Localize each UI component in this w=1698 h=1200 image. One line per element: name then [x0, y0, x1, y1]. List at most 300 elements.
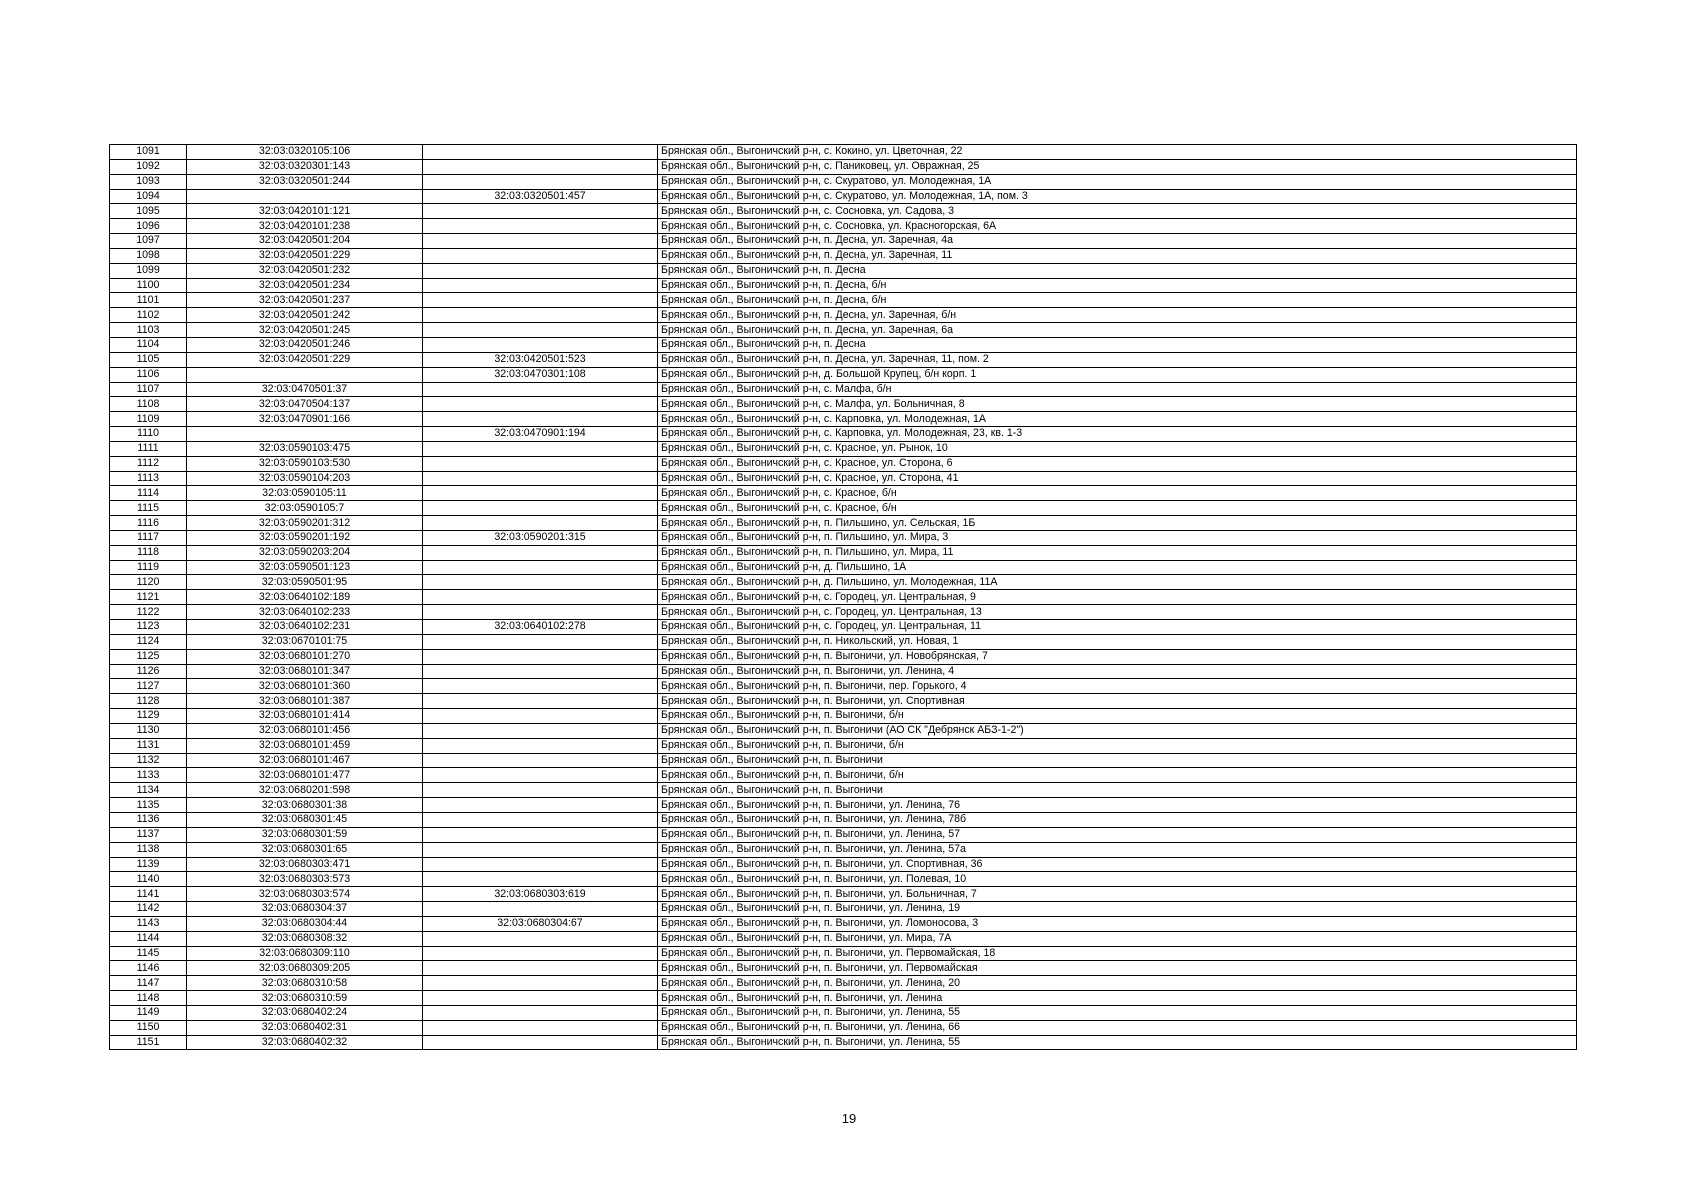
address-cell: Брянская обл., Выгоничский р-н, с. Карповка, ул. Молодежная, 23, кв. 1-3	[658, 427, 1577, 442]
cadastral-number-cell: 32:03:0680101:270	[187, 649, 423, 664]
sub-object-number-cell	[423, 1005, 658, 1020]
address-cell: Брянская обл., Выгоничский р-н, п. Выгоничи (АО СК "Дебрянск АБЗ-1-2")	[658, 723, 1577, 738]
row-number-cell: 1149	[110, 1005, 187, 1020]
address-cell: Брянская обл., Выгоничский р-н, п. Выгоничи, ул. Спортивная	[658, 694, 1577, 709]
address-cell: Брянская обл., Выгоничский р-н, п. Выгоничи	[658, 783, 1577, 798]
table-row	[110, 753, 1577, 768]
address-cell: Брянская обл., Выгоничский р-н, п. Выгоничи, ул. Первомайская, 18	[658, 946, 1577, 961]
table-row	[110, 501, 1577, 516]
table-row	[110, 946, 1577, 961]
sub-object-number-cell	[423, 902, 658, 917]
table-row	[110, 427, 1577, 442]
row-number-cell: 1104	[110, 337, 187, 352]
cadastral-number-cell: 32:03:0670101:75	[187, 634, 423, 649]
cadastral-number-cell: 32:03:0590104:203	[187, 471, 423, 486]
table-row	[110, 694, 1577, 709]
sub-object-number-cell	[423, 768, 658, 783]
sub-object-number-cell	[423, 545, 658, 560]
table-row	[110, 1035, 1577, 1050]
sub-object-number-cell	[423, 931, 658, 946]
row-number-cell: 1102	[110, 308, 187, 323]
cadastral-number-cell: 32:03:0680309:110	[187, 946, 423, 961]
cadastral-number-cell: 32:03:0420501:237	[187, 293, 423, 308]
cadastral-number-cell	[187, 367, 423, 382]
address-cell: Брянская обл., Выгоничский р-н, п. Выгоничи	[658, 753, 1577, 768]
cadastral-number-cell: 32:03:0680310:59	[187, 991, 423, 1006]
sub-object-number-cell: 32:03:0470301:108	[423, 367, 658, 382]
sub-object-number-cell	[423, 1035, 658, 1050]
table-row	[110, 649, 1577, 664]
cadastral-number-cell: 32:03:0680301:38	[187, 798, 423, 813]
table-row	[110, 516, 1577, 531]
cadastral-number-cell: 32:03:0680402:24	[187, 1005, 423, 1020]
cadastral-number-cell: 32:03:0470504:137	[187, 397, 423, 412]
cadastral-number-cell: 32:03:0470901:166	[187, 412, 423, 427]
address-cell: Брянская обл., Выгоничский р-н, п. Выгоничи, ул. Ленина, 55	[658, 1035, 1577, 1050]
address-cell: Брянская обл., Выгоничский р-н, п. Пильшино, ул. Мира, 3	[658, 530, 1577, 545]
address-cell: Брянская обл., Выгоничский р-н, п. Выгоничи, ул. Ленина, 66	[658, 1020, 1577, 1035]
address-cell: Брянская обл., Выгоничский р-н, п. Выгоничи, ул. Ленина, 57а	[658, 842, 1577, 857]
row-number-cell: 1118	[110, 545, 187, 560]
table-row	[110, 991, 1577, 1006]
address-cell: Брянская обл., Выгоничский р-н, п. Выгоничи, ул. Ленина, 19	[658, 902, 1577, 917]
table-row	[110, 456, 1577, 471]
row-number-cell: 1109	[110, 412, 187, 427]
address-cell: Брянская обл., Выгоничский р-н, п. Десна, б/н	[658, 293, 1577, 308]
cadastral-number-cell: 32:03:0320301:143	[187, 159, 423, 174]
row-number-cell: 1123	[110, 620, 187, 635]
row-number-cell: 1120	[110, 575, 187, 590]
cadastral-number-cell: 32:03:0590501:123	[187, 560, 423, 575]
row-number-cell: 1130	[110, 723, 187, 738]
sub-object-number-cell	[423, 486, 658, 501]
row-number-cell: 1106	[110, 367, 187, 382]
cadastral-number-cell: 32:03:0470501:37	[187, 382, 423, 397]
address-cell: Брянская обл., Выгоничский р-н, п. Пильшино, ул. Мира, 11	[658, 545, 1577, 560]
cadastral-number-cell: 32:03:0680101:456	[187, 723, 423, 738]
cadastral-number-cell: 32:03:0420501:232	[187, 263, 423, 278]
sub-object-number-cell	[423, 560, 658, 575]
cadastral-number-cell: 32:03:0680101:347	[187, 664, 423, 679]
table-row	[110, 278, 1577, 293]
address-cell: Брянская обл., Выгоничский р-н, с. Сосновка, ул. Красногорская, 6А	[658, 219, 1577, 234]
address-cell: Брянская обл., Выгоничский р-н, п. Десна, ул. Заречная, 6а	[658, 323, 1577, 338]
row-number-cell: 1148	[110, 991, 187, 1006]
table-row	[110, 872, 1577, 887]
sub-object-number-cell	[423, 709, 658, 724]
address-cell: Брянская обл., Выгоничский р-н, с. Красное, ул. Сторона, 6	[658, 456, 1577, 471]
cadastral-number-cell: 32:03:0590203:204	[187, 545, 423, 560]
address-cell: Брянская обл., Выгоничский р-н, п. Десна, ул. Заречная, б/н	[658, 308, 1577, 323]
cadastral-number-cell: 32:03:0680301:65	[187, 842, 423, 857]
cadastral-number-cell: 32:03:0590103:530	[187, 456, 423, 471]
cadastral-number-cell: 32:03:0680310:58	[187, 976, 423, 991]
cadastral-number-cell: 32:03:0680101:360	[187, 679, 423, 694]
address-cell: Брянская обл., Выгоничский р-н, д. Пильшино, ул. Молодежная, 11А	[658, 575, 1577, 590]
address-cell: Брянская обл., Выгоничский р-н, п. Выгоничи, ул. Полевая, 10	[658, 872, 1577, 887]
row-number-cell: 1151	[110, 1035, 187, 1050]
address-cell: Брянская обл., Выгоничский р-н, п. Десна, ул. Заречная, 11, пом. 2	[658, 352, 1577, 367]
address-cell: Брянская обл., Выгоничский р-н, с. Красное, б/н	[658, 501, 1577, 516]
address-cell: Брянская обл., Выгоничский р-н, п. Выгоничи, пер. Горького, 4	[658, 679, 1577, 694]
cadastral-number-cell: 32:03:0680304:37	[187, 902, 423, 917]
row-number-cell: 1095	[110, 204, 187, 219]
table-row	[110, 916, 1577, 931]
table-row	[110, 189, 1577, 204]
table-row	[110, 1005, 1577, 1020]
sub-object-number-cell	[423, 872, 658, 887]
cadastral-number-cell: 32:03:0680101:459	[187, 738, 423, 753]
cadastral-number-cell: 32:03:0680101:477	[187, 768, 423, 783]
row-number-cell: 1126	[110, 664, 187, 679]
row-number-cell: 1121	[110, 590, 187, 605]
row-number-cell: 1103	[110, 323, 187, 338]
sub-object-number-cell	[423, 248, 658, 263]
sub-object-number-cell	[423, 501, 658, 516]
row-number-cell: 1133	[110, 768, 187, 783]
cadastral-number-cell: 32:03:0590201:312	[187, 516, 423, 531]
row-number-cell: 1136	[110, 812, 187, 827]
address-cell: Брянская обл., Выгоничский р-н, с. Скуратово, ул. Молодежная, 1А, пом. 3	[658, 189, 1577, 204]
row-number-cell: 1127	[110, 679, 187, 694]
table-row	[110, 575, 1577, 590]
cadastral-number-cell: 32:03:0420501:246	[187, 337, 423, 352]
row-number-cell: 1108	[110, 397, 187, 412]
sub-object-number-cell	[423, 412, 658, 427]
table-row	[110, 234, 1577, 249]
address-cell: Брянская обл., Выгоничский р-н, п. Пильшино, ул. Сельская, 1Б	[658, 516, 1577, 531]
cadastral-number-cell: 32:03:0680402:31	[187, 1020, 423, 1035]
table-row	[110, 976, 1577, 991]
cadastral-number-cell: 32:03:0420101:121	[187, 204, 423, 219]
address-cell: Брянская обл., Выгоничский р-н, п. Выгоничи, ул. Ленина, 20	[658, 976, 1577, 991]
address-cell: Брянская обл., Выгоничский р-н, д. Большой Крупец, б/н корп. 1	[658, 367, 1577, 382]
table-row	[110, 812, 1577, 827]
address-cell: Брянская обл., Выгоничский р-н, п. Десна, б/н	[658, 278, 1577, 293]
sub-object-number-cell	[423, 827, 658, 842]
sub-object-number-cell	[423, 219, 658, 234]
address-cell: Брянская обл., Выгоничский р-н, п. Выгоничи, ул. Ленина, 78б	[658, 812, 1577, 827]
table-row	[110, 679, 1577, 694]
cadastral-number-cell: 32:03:0680101:467	[187, 753, 423, 768]
table-row	[110, 263, 1577, 278]
cadastral-number-cell: 32:03:0420501:229	[187, 352, 423, 367]
sub-object-number-cell	[423, 723, 658, 738]
row-number-cell: 1147	[110, 976, 187, 991]
table-row	[110, 323, 1577, 338]
cadastral-number-cell: 32:03:0680201:598	[187, 783, 423, 798]
cadastral-number-cell	[187, 189, 423, 204]
table-row	[110, 961, 1577, 976]
row-number-cell: 1134	[110, 783, 187, 798]
sub-object-number-cell	[423, 976, 658, 991]
row-number-cell: 1124	[110, 634, 187, 649]
cadastral-number-cell: 32:03:0680301:45	[187, 812, 423, 827]
address-cell: Брянская обл., Выгоничский р-н, с. Сосновка, ул. Садова, 3	[658, 204, 1577, 219]
cadastral-number-cell: 32:03:0680303:471	[187, 857, 423, 872]
table-row	[110, 174, 1577, 189]
address-cell: Брянская обл., Выгоничский р-н, п. Выгоничи, ул. Новобрянская, 7	[658, 649, 1577, 664]
row-number-cell: 1150	[110, 1020, 187, 1035]
cadastral-number-cell: 32:03:0680402:32	[187, 1035, 423, 1050]
sub-object-number-cell: 32:03:0590201:315	[423, 530, 658, 545]
registry-table	[109, 144, 1577, 1050]
cadastral-number-cell: 32:03:0680301:59	[187, 827, 423, 842]
sub-object-number-cell	[423, 605, 658, 620]
row-number-cell: 1146	[110, 961, 187, 976]
cadastral-number-cell: 32:03:0590105:11	[187, 486, 423, 501]
table-row	[110, 783, 1577, 798]
cadastral-number-cell: 32:03:0680304:44	[187, 916, 423, 931]
address-cell: Брянская обл., Выгоничский р-н, п. Десна	[658, 337, 1577, 352]
table-row	[110, 768, 1577, 783]
row-number-cell: 1113	[110, 471, 187, 486]
sub-object-number-cell	[423, 145, 658, 160]
sub-object-number-cell	[423, 263, 658, 278]
table-row	[110, 486, 1577, 501]
address-cell: Брянская обл., Выгоничский р-н, п. Выгоничи, ул. Ленина, 4	[658, 664, 1577, 679]
row-number-cell: 1138	[110, 842, 187, 857]
address-cell: Брянская обл., Выгоничский р-н, с. Красное, б/н	[658, 486, 1577, 501]
row-number-cell: 1135	[110, 798, 187, 813]
sub-object-number-cell	[423, 961, 658, 976]
row-number-cell: 1132	[110, 753, 187, 768]
table-row	[110, 738, 1577, 753]
cadastral-number-cell: 32:03:0590501:95	[187, 575, 423, 590]
cadastral-number-cell: 32:03:0680303:574	[187, 887, 423, 902]
table-row	[110, 723, 1577, 738]
table-row	[110, 902, 1577, 917]
row-number-cell: 1131	[110, 738, 187, 753]
cadastral-number-cell: 32:03:0320105:106	[187, 145, 423, 160]
table-row	[110, 352, 1577, 367]
cadastral-number-cell: 32:03:0420501:229	[187, 248, 423, 263]
table-row	[110, 887, 1577, 902]
cadastral-number-cell: 32:03:0590105:7	[187, 501, 423, 516]
row-number-cell: 1119	[110, 560, 187, 575]
sub-object-number-cell: 32:03:0680304:67	[423, 916, 658, 931]
sub-object-number-cell	[423, 471, 658, 486]
address-cell: Брянская обл., Выгоничский р-н, с. Красное, ул. Сторона, 41	[658, 471, 1577, 486]
address-cell: Брянская обл., Выгоничский р-н, п. Выгоничи, ул. Ленина, 57	[658, 827, 1577, 842]
row-number-cell: 1129	[110, 709, 187, 724]
table-row	[110, 530, 1577, 545]
address-cell: Брянская обл., Выгоничский р-н, с. Городец, ул. Центральная, 11	[658, 620, 1577, 635]
table-row	[110, 204, 1577, 219]
table-row	[110, 620, 1577, 635]
sub-object-number-cell	[423, 516, 658, 531]
sub-object-number-cell	[423, 1020, 658, 1035]
row-number-cell: 1117	[110, 530, 187, 545]
sub-object-number-cell	[423, 575, 658, 590]
address-cell: Брянская обл., Выгоничский р-н, п. Выгоничи, ул. Спортивная, 36	[658, 857, 1577, 872]
address-cell: Брянская обл., Выгоничский р-н, п. Выгоничи, ул. Больничная, 7	[658, 887, 1577, 902]
table-row	[110, 842, 1577, 857]
row-number-cell: 1097	[110, 234, 187, 249]
row-number-cell: 1142	[110, 902, 187, 917]
address-cell: Брянская обл., Выгоничский р-н, с. Малфа, б/н	[658, 382, 1577, 397]
address-cell: Брянская обл., Выгоничский р-н, с. Кокино, ул. Цветочная, 22	[658, 145, 1577, 160]
address-cell: Брянская обл., Выгоничский р-н, п. Никольский, ул. Новая, 1	[658, 634, 1577, 649]
table-row	[110, 545, 1577, 560]
table-row	[110, 664, 1577, 679]
sub-object-number-cell	[423, 278, 658, 293]
sub-object-number-cell	[423, 842, 658, 857]
address-cell: Брянская обл., Выгоничский р-н, п. Выгоничи, б/н	[658, 738, 1577, 753]
address-cell: Брянская обл., Выгоничский р-н, п. Выгоничи, ул. Ломоносова, 3	[658, 916, 1577, 931]
row-number-cell: 1094	[110, 189, 187, 204]
sub-object-number-cell	[423, 679, 658, 694]
row-number-cell: 1091	[110, 145, 187, 160]
sub-object-number-cell	[423, 798, 658, 813]
row-number-cell: 1111	[110, 441, 187, 456]
sub-object-number-cell	[423, 234, 658, 249]
address-cell: Брянская обл., Выгоничский р-н, с. Городец, ул. Центральная, 13	[658, 605, 1577, 620]
sub-object-number-cell	[423, 174, 658, 189]
address-cell: Брянская обл., Выгоничский р-н, п. Выгоничи, б/н	[658, 709, 1577, 724]
page-number: 19	[841, 1111, 857, 1126]
table-row	[110, 931, 1577, 946]
cadastral-number-cell: 32:03:0420501:245	[187, 323, 423, 338]
row-number-cell: 1107	[110, 382, 187, 397]
sub-object-number-cell	[423, 456, 658, 471]
sub-object-number-cell	[423, 382, 658, 397]
address-cell: Брянская обл., Выгоничский р-н, с. Скуратово, ул. Молодежная, 1А	[658, 174, 1577, 189]
sub-object-number-cell: 32:03:0680303:619	[423, 887, 658, 902]
table-row	[110, 145, 1577, 160]
table-row	[110, 857, 1577, 872]
sub-object-number-cell	[423, 441, 658, 456]
cadastral-number-cell: 32:03:0420501:204	[187, 234, 423, 249]
table-row	[110, 397, 1577, 412]
sub-object-number-cell	[423, 590, 658, 605]
address-cell: Брянская обл., Выгоничский р-н, с. Городец, ул. Центральная, 9	[658, 590, 1577, 605]
cadastral-number-cell: 32:03:0640102:233	[187, 605, 423, 620]
row-number-cell: 1122	[110, 605, 187, 620]
table-row	[110, 382, 1577, 397]
row-number-cell: 1098	[110, 248, 187, 263]
row-number-cell: 1125	[110, 649, 187, 664]
sub-object-number-cell	[423, 159, 658, 174]
row-number-cell: 1137	[110, 827, 187, 842]
address-cell: Брянская обл., Выгоничский р-н, п. Выгоничи, ул. Ленина, 55	[658, 1005, 1577, 1020]
cadastral-number-cell: 32:03:0680309:205	[187, 961, 423, 976]
sub-object-number-cell	[423, 753, 658, 768]
table-row	[110, 248, 1577, 263]
address-cell: Брянская обл., Выгоничский р-н, п. Выгоничи, ул. Ленина	[658, 991, 1577, 1006]
table-row	[110, 308, 1577, 323]
address-cell: Брянская обл., Выгоничский р-н, п. Десна, ул. Заречная, 11	[658, 248, 1577, 263]
row-number-cell: 1145	[110, 946, 187, 961]
address-cell: Брянская обл., Выгоничский р-н, п. Выгоничи, ул. Мира, 7А	[658, 931, 1577, 946]
sub-object-number-cell: 32:03:0640102:278	[423, 620, 658, 635]
address-cell: Брянская обл., Выгоничский р-н, п. Выгоничи, ул. Ленина, 76	[658, 798, 1577, 813]
sub-object-number-cell	[423, 946, 658, 961]
table-row	[110, 798, 1577, 813]
address-cell: Брянская обл., Выгоничский р-н, п. Выгоничи, б/н	[658, 768, 1577, 783]
address-cell: Брянская обл., Выгоничский р-н, п. Десна	[658, 263, 1577, 278]
address-cell: Брянская обл., Выгоничский р-н, с. Малфа, ул. Больничная, 8	[658, 397, 1577, 412]
table-row	[110, 827, 1577, 842]
row-number-cell: 1100	[110, 278, 187, 293]
sub-object-number-cell	[423, 649, 658, 664]
sub-object-number-cell	[423, 857, 658, 872]
cadastral-number-cell: 32:03:0640102:231	[187, 620, 423, 635]
cadastral-number-cell: 32:03:0420501:242	[187, 308, 423, 323]
address-cell: Брянская обл., Выгоничский р-н, п. Десна, ул. Заречная, 4а	[658, 234, 1577, 249]
address-cell: Брянская обл., Выгоничский р-н, п. Выгоничи, ул. Первомайская	[658, 961, 1577, 976]
sub-object-number-cell	[423, 337, 658, 352]
row-number-cell: 1101	[110, 293, 187, 308]
sub-object-number-cell	[423, 204, 658, 219]
address-cell: Брянская обл., Выгоничский р-н, д. Пильшино, 1А	[658, 560, 1577, 575]
row-number-cell: 1128	[110, 694, 187, 709]
sub-object-number-cell	[423, 293, 658, 308]
row-number-cell: 1140	[110, 872, 187, 887]
row-number-cell: 1092	[110, 159, 187, 174]
sub-object-number-cell	[423, 991, 658, 1006]
row-number-cell: 1143	[110, 916, 187, 931]
row-number-cell: 1105	[110, 352, 187, 367]
cadastral-number-cell: 32:03:0680101:387	[187, 694, 423, 709]
cadastral-number-cell	[187, 427, 423, 442]
row-number-cell: 1116	[110, 516, 187, 531]
cadastral-number-cell: 32:03:0590201:192	[187, 530, 423, 545]
cadastral-number-cell: 32:03:0320501:244	[187, 174, 423, 189]
sub-object-number-cell	[423, 308, 658, 323]
sub-object-number-cell	[423, 738, 658, 753]
sub-object-number-cell	[423, 664, 658, 679]
table-row	[110, 219, 1577, 234]
table-row	[110, 709, 1577, 724]
sub-object-number-cell	[423, 323, 658, 338]
cadastral-number-cell: 32:03:0680303:573	[187, 872, 423, 887]
cadastral-number-cell: 32:03:0640102:189	[187, 590, 423, 605]
sub-object-number-cell	[423, 634, 658, 649]
table-row	[110, 441, 1577, 456]
table-row	[110, 560, 1577, 575]
cadastral-number-cell: 32:03:0680101:414	[187, 709, 423, 724]
row-number-cell: 1139	[110, 857, 187, 872]
table-row	[110, 367, 1577, 382]
address-cell: Брянская обл., Выгоничский р-н, с. Карповка, ул. Молодежная, 1А	[658, 412, 1577, 427]
table-row	[110, 471, 1577, 486]
sub-object-number-cell: 32:03:0420501:523	[423, 352, 658, 367]
cadastral-number-cell: 32:03:0680308:32	[187, 931, 423, 946]
sub-object-number-cell	[423, 783, 658, 798]
row-number-cell: 1112	[110, 456, 187, 471]
row-number-cell: 1114	[110, 486, 187, 501]
table-row	[110, 337, 1577, 352]
sub-object-number-cell	[423, 812, 658, 827]
row-number-cell: 1144	[110, 931, 187, 946]
sub-object-number-cell	[423, 694, 658, 709]
registry-table-body	[110, 145, 1577, 1050]
sub-object-number-cell: 32:03:0470901:194	[423, 427, 658, 442]
row-number-cell: 1141	[110, 887, 187, 902]
table-row	[110, 634, 1577, 649]
row-number-cell: 1099	[110, 263, 187, 278]
row-number-cell: 1096	[110, 219, 187, 234]
sub-object-number-cell	[423, 397, 658, 412]
row-number-cell: 1110	[110, 427, 187, 442]
table-row	[110, 1020, 1577, 1035]
cadastral-number-cell: 32:03:0590103:475	[187, 441, 423, 456]
address-cell: Брянская обл., Выгоничский р-н, с. Красное, ул. Рынок, 10	[658, 441, 1577, 456]
row-number-cell: 1115	[110, 501, 187, 516]
table-row	[110, 412, 1577, 427]
cadastral-number-cell: 32:03:0420101:238	[187, 219, 423, 234]
